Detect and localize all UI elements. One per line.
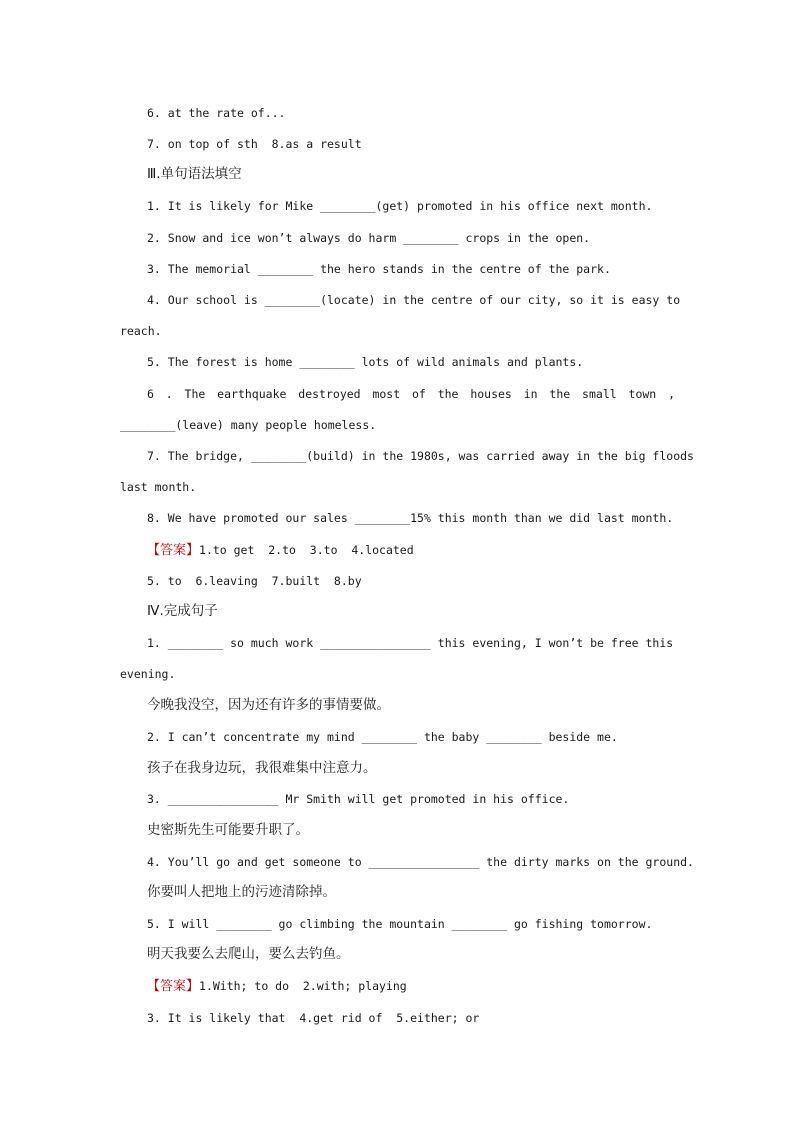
translation-line: 今晚我没空，因为还有许多的事情要做。: [147, 697, 390, 713]
text-line: 6. at the rate of...: [147, 106, 286, 120]
section-heading: Ⅳ.完成句子: [147, 603, 218, 619]
text-line: 5. to 6.leaving 7.built 8.by: [147, 574, 362, 588]
text-line: evening.: [120, 667, 176, 681]
text-line: 5. I will ________ go climbing the mountain ________ go fishing tomorrow.: [147, 917, 653, 931]
answer-text: 1.With; to do 2.with; playing: [199, 979, 407, 993]
text-line: 2. I can’t concentrate my mind ________ the baby ________ beside me.: [147, 730, 618, 744]
answer-label: 【答案】: [147, 543, 200, 558]
section-heading: Ⅲ.单句语法填空: [147, 166, 242, 182]
text-line: 8. We have promoted our sales ________15% this month than we did last month.: [147, 511, 674, 525]
text-line: 3. It is likely that 4.get rid of 5.either; or: [147, 1011, 480, 1025]
translation-line: 你要叫人把地上的污迹清除掉。: [147, 884, 336, 900]
text-line: 4. Our school is ________(locate) in the centre of our city, so it is easy to: [147, 293, 681, 307]
answer-line: [147, 542, 414, 559]
text-line: 2. Snow and ice won’t always do harm ________ crops in the open.: [147, 231, 591, 245]
text-line: 3. The memorial ________ the hero stands in the centre of the park.: [147, 262, 611, 276]
text-line: last month.: [120, 480, 197, 494]
text-line: 4. You’ll go and get someone to ________________ the dirty marks on the ground.: [147, 855, 694, 869]
answer-label: 【答案】: [147, 979, 200, 994]
text-line: 5. The forest is home ________ lots of wild animals and plants.: [147, 355, 584, 369]
text-line: 7. The bridge, ________(build) in the 1980s, was carried away in the big floods: [147, 449, 694, 463]
text-line: 1. ________ so much work ________________ this evening, I won’t be free this: [147, 636, 674, 650]
text-line: 1. It is likely for Mike ________(get) promoted in his office next month.: [147, 199, 653, 213]
answer-text: 1.to get 2.to 3.to 4.located: [199, 543, 414, 557]
text-line: reach.: [120, 324, 162, 338]
text-line: 7. on top of sth 8.as a result: [147, 137, 362, 151]
translation-line: 孩子在我身边玩，我很难集中注意力。: [147, 760, 377, 776]
text-line: 3. ________________ Mr Smith will get promoted in his office.: [147, 792, 570, 806]
text-line: ________(leave) many people homeless.: [120, 418, 377, 432]
text-line: 6 . The earthquake destroyed most of the houses in the small town ,: [147, 387, 675, 401]
answer-line: [147, 978, 407, 995]
translation-line: 明天我要么去爬山，要么去钓鱼。: [147, 946, 350, 962]
translation-line: 史密斯先生可能要升职了。: [147, 822, 309, 838]
